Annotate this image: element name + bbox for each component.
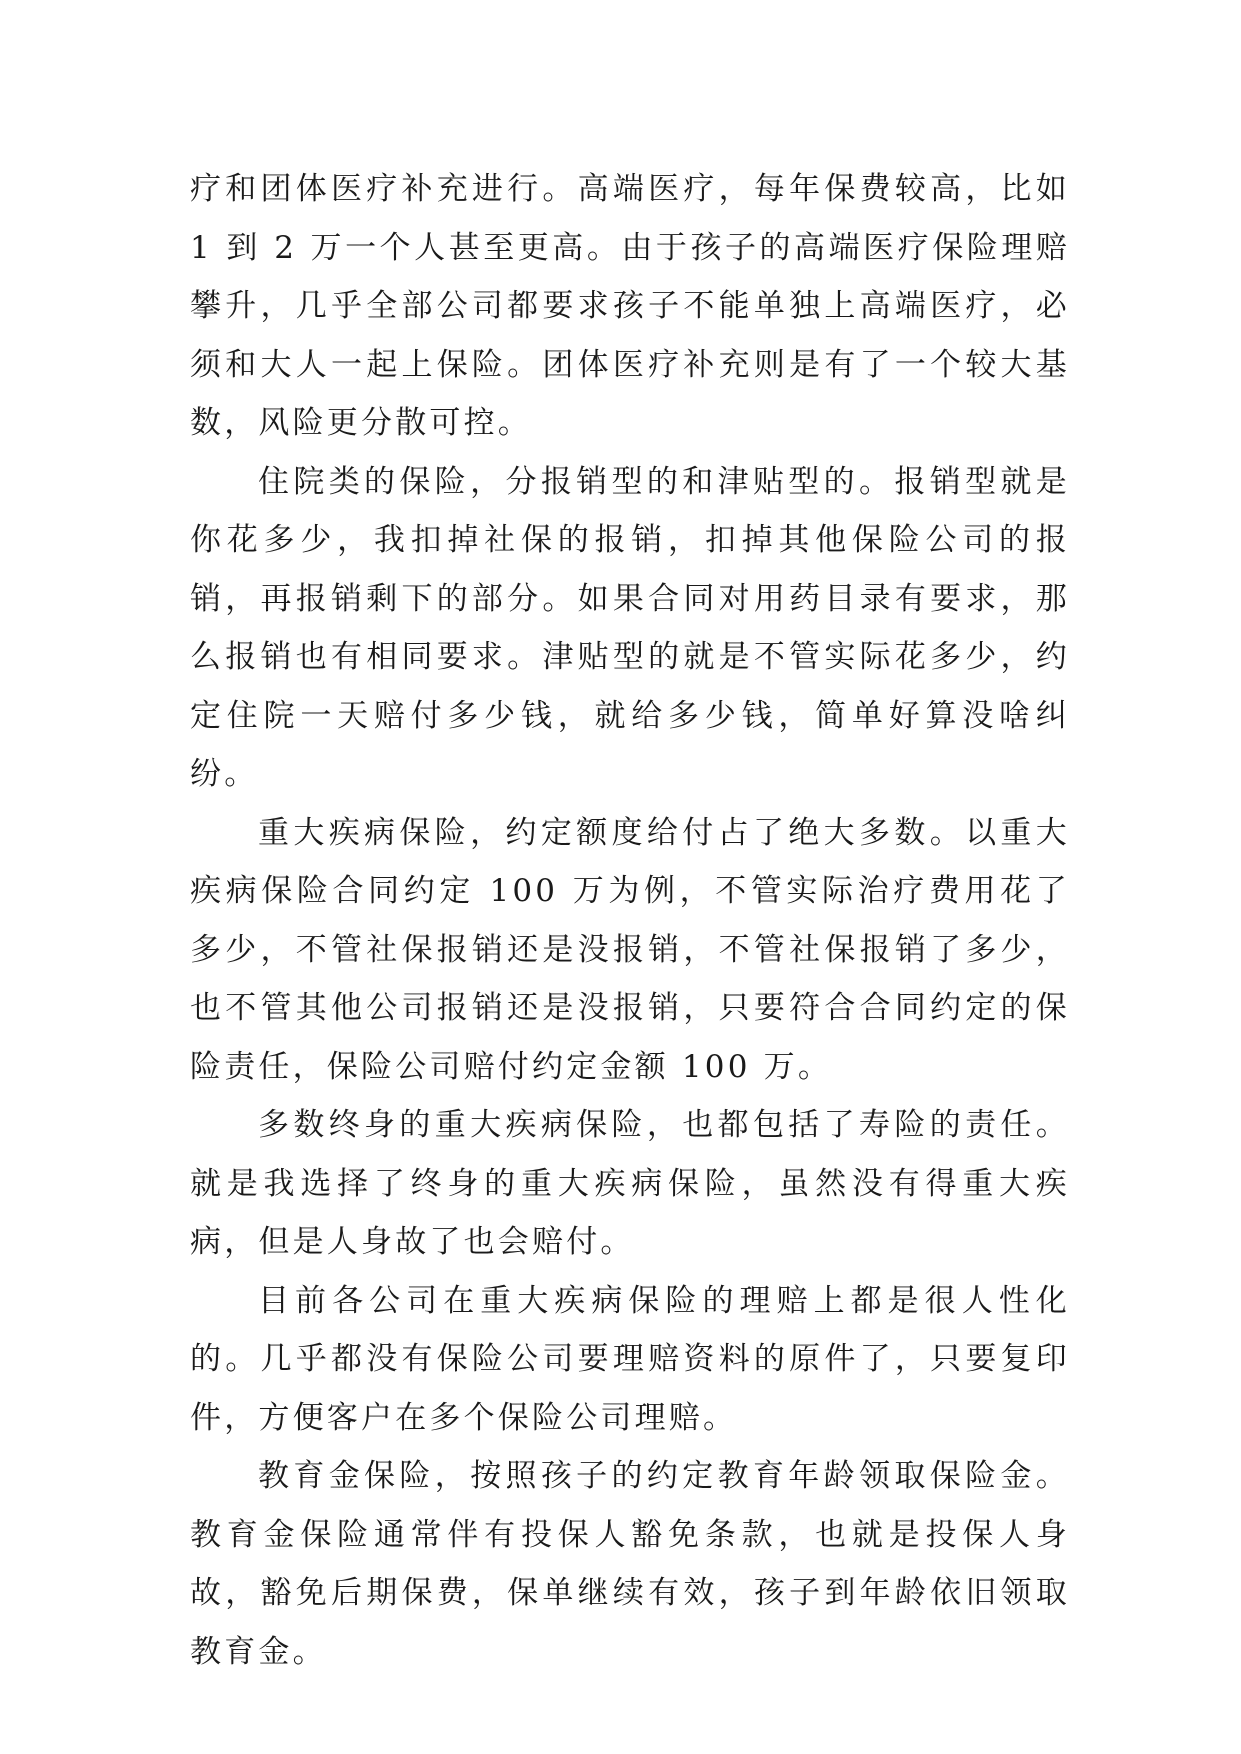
paragraph-lifetime-critical-illness: 多数终身的重大疾病保险，也都包括了寿险的责任。就是我选择了终身的重大疾病保险，虽然没有得重大疾病，但是人身故了也会赔付。: [190, 1107, 1070, 1260]
paragraph-hospitalization-insurance: 住院类的保险，分报销型的和津贴型的。报销型就是你花多少，我扣掉社保的报销，扣掉其他保险公司的报销，再报销剩下的部分。如果合同对用药目录有要求，那么报销也有相同要求。津贴型的就是不管实际花多少，约定住院一天赔付多少钱，就给多少钱，简单好算没啥纠纷。: [190, 463, 1070, 792]
document-body: [190, 160, 1070, 1681]
paragraph-claims-process: 目前各公司在重大疾病保险的理赔上都是很人性化的。几乎都没有保险公司要理赔资料的原件了，只要复印件，方便客户在多个保险公司理赔。: [190, 1282, 1070, 1436]
paragraph-high-end-medical: 疗和团体医疗补充进行。高端医疗，每年保费较高，比如 1 到 2 万一个人甚至更高。由于孩子的高端医疗保险理赔攀升，几乎全部公司都要求孩子不能单独上高端医疗，必须和大人一起上保险。团体医疗补充则是有了一个较大基数，风险更分散可控。: [190, 171, 1070, 441]
paragraph-education-insurance: 教育金保险，按照孩子的约定教育年龄领取保险金。教育金保险通常伴有投保人豁免条款，也就是投保人身故，豁免后期保费，保单继续有效，孩子到年龄依旧领取教育金。: [190, 1458, 1070, 1670]
paragraph-critical-illness-insurance: 重大疾病保险，约定额度给付占了绝大多数。以重大疾病保险合同约定 100 万为例，不管实际治疗费用花了多少，不管社保报销还是没报销，不管社保报销了多少，也不管其他公司报销还是没报销，只要符合合同约定的保险责任，保险公司赔付约定金额 100 万。: [190, 814, 1070, 1085]
